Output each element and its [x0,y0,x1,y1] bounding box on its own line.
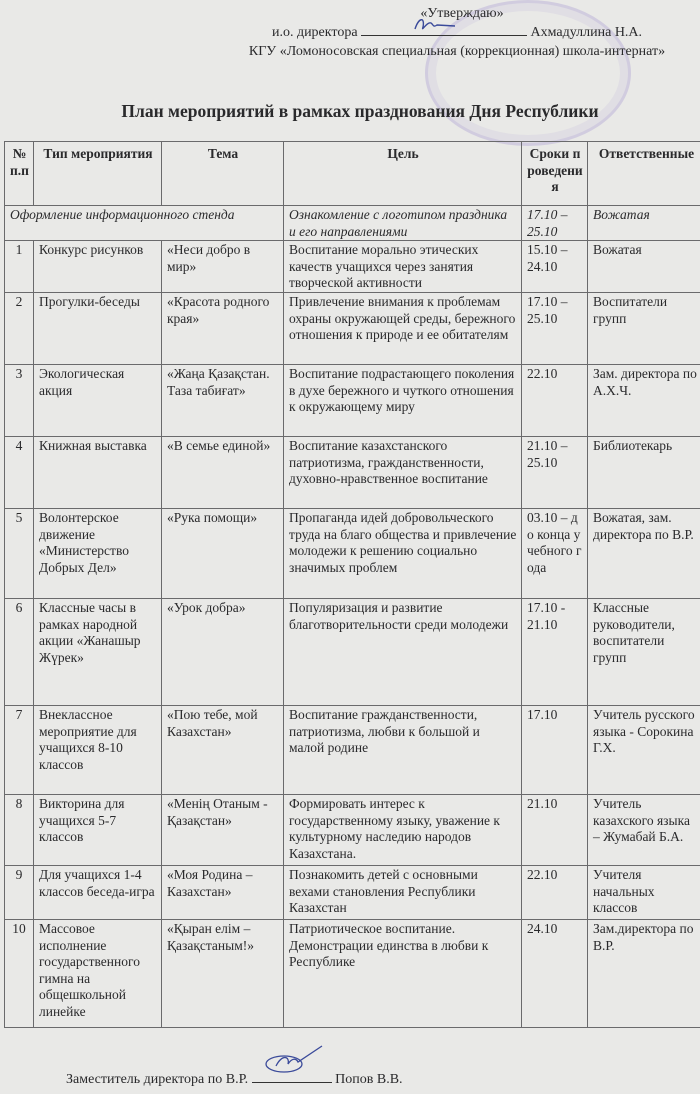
deputy-signature-icon [262,1044,326,1076]
table-row [5,293,700,365]
header-theme: Тема [162,142,284,206]
approve-word: «Утверждаю» [420,6,504,21]
approver-line [222,23,692,42]
header-goal: Цель [284,142,522,206]
table-row [5,795,700,866]
table-row [5,706,700,795]
cell-responsible: Учитель русского языка - Сорокина Г.Х. [588,706,700,795]
cell-type: Экологическая акция [34,365,162,437]
cell-theme: «Жаңа Қазақстан. Таза табиғат» [162,365,284,437]
cell-type: Книжная выставка [34,437,162,509]
cell-num: 9 [5,866,34,920]
cell-num: 8 [5,795,34,866]
cell-dates: 21.10 [522,795,588,866]
approver-name: Ахмадуллина Н.А. [530,25,643,40]
cell-goal: Воспитание подрастающего поколения в духе бережного и чуткого отношения к окружающему миру [284,365,522,437]
cell-responsible: Классные руководители, воспитатели групп [588,599,700,706]
director-signature-icon [411,15,459,35]
cell-theme: «Пою тебе, мой Казахстан» [162,706,284,795]
cell-responsible: Воспитатели групп [588,293,700,365]
signature-line [361,23,527,36]
cell-type: Конкурс рисунков [34,241,162,293]
cell-goal: Формировать интерес к государственному языку, уважение к культурному наследию народов Казахстана. [284,795,522,866]
page-title: План мероприятий в рамках празднования Дня Республики [121,101,599,121]
cell-goal: Познакомить детей с основными вехами становления Республики Казахстан [284,866,522,920]
cell-type: Для учащихся 1-4 классов беседа-игра [34,866,162,920]
cell-responsible: Учителя начальных классов [588,866,700,920]
footer-signature-line [252,1070,332,1083]
cell-theme: «Моя Родина – Казахстан» [162,866,284,920]
approval-block [222,4,692,61]
cell-dates: 17.10 [522,706,588,795]
cell-theme: «Менің Отаным - Қазақстан» [162,795,284,866]
cell-type: Викторина для учащихся 5-7 классов [34,795,162,866]
cell-num: 7 [5,706,34,795]
footer-name: Попов В.В. [335,1072,403,1087]
footer-position: Заместитель директора по В.Р. [66,1072,249,1087]
cell-responsible: Зам. директора по А.Х.Ч. [588,365,700,437]
cell-num: 5 [5,509,34,599]
cell-num: 6 [5,599,34,706]
table-row [5,509,700,599]
cell-num: 4 [5,437,34,509]
table-row-intro [5,206,700,241]
table-header-row [5,142,700,206]
cell-num: 3 [5,365,34,437]
cell-dates: 03.10 – до конца учебного года [522,509,588,599]
header-type: Тип мероприятия [34,142,162,206]
cell-theme: «В семье единой» [162,437,284,509]
table-row [5,365,700,437]
cell-num: 2 [5,293,34,365]
intro-responsible: Вожатая [588,206,700,241]
events-table [4,141,700,1028]
cell-dates: 22.10 [522,365,588,437]
cell-dates: 22.10 [522,866,588,920]
cell-goal: Воспитание морально этических качеств учащихся через занятия творческой активности [284,241,522,293]
cell-theme: «Красота родного края» [162,293,284,365]
cell-type: Прогулки-беседы [34,293,162,365]
cell-type: Внеклассное мероприятие для учащихся 8-10 классов [34,706,162,795]
table-row [5,599,700,706]
cell-dates: 24.10 [522,920,588,1028]
footer-signature-block [66,1070,403,1088]
cell-goal: Патриотическое воспитание. Демонстрации единства в любви к Республике [284,920,522,1028]
cell-theme: «Неси добро в мир» [162,241,284,293]
table-row [5,866,700,920]
cell-responsible: Вожатая, зам. директора по В.Р. [588,509,700,599]
cell-theme: «Қыран елім – Қазақстаным!» [162,920,284,1028]
cell-type: Классные часы в рамках народной акции «Жанашыр Жүрек» [34,599,162,706]
cell-goal: Пропаганда идей добровольческого труда на благо общества и привлечение молодежи к решению социально значимых проблем [284,509,522,599]
header-responsible: Ответственные [588,142,700,206]
table-row [5,241,700,293]
intro-goal: Ознакомление с логотипом праздника и его направлениями [284,206,522,241]
header-num: № п.п [5,142,34,206]
cell-dates: 17.10 - 21.10 [522,599,588,706]
cell-goal: Привлечение внимания к проблемам охраны окружающей среды, бережного отношения к природе и ее обитателям [284,293,522,365]
cell-goal: Воспитание гражданственности, патриотизма, любви к большой и малой родине [284,706,522,795]
organization-name: КГУ «Ломоносовская специальная (коррекционная) школа-интернат» [248,44,666,59]
cell-goal: Воспитание казахстанского патриотизма, гражданственности, духовно-нравственное воспитание [284,437,522,509]
intro-dates: 17.10 – 25.10 [522,206,588,241]
cell-num: 1 [5,241,34,293]
cell-type: Волонтерское движение «Министерство Добрых Дел» [34,509,162,599]
header-dates: Сроки проведения [522,142,588,206]
cell-num: 10 [5,920,34,1028]
table-row [5,437,700,509]
cell-responsible: Зам.директора по В.Р. [588,920,700,1028]
approver-position: и.о. директора [271,25,358,40]
cell-responsible: Библиотекарь [588,437,700,509]
cell-theme: «Урок добра» [162,599,284,706]
cell-theme: «Рука помощи» [162,509,284,599]
cell-type: Массовое исполнение государственного гимна на общешкольной линейке [34,920,162,1028]
cell-dates: 21.10 – 25.10 [522,437,588,509]
table-row [5,920,700,1028]
cell-dates: 15.10 – 24.10 [522,241,588,293]
cell-goal: Популяризация и развитие благотворительности среди молодежи [284,599,522,706]
cell-responsible: Вожатая [588,241,700,293]
cell-dates: 17.10 – 25.10 [522,293,588,365]
intro-type-theme: Оформление информационного стенда [5,206,284,241]
cell-responsible: Учитель казахского языка – Жумабай Б.А. [588,795,700,866]
